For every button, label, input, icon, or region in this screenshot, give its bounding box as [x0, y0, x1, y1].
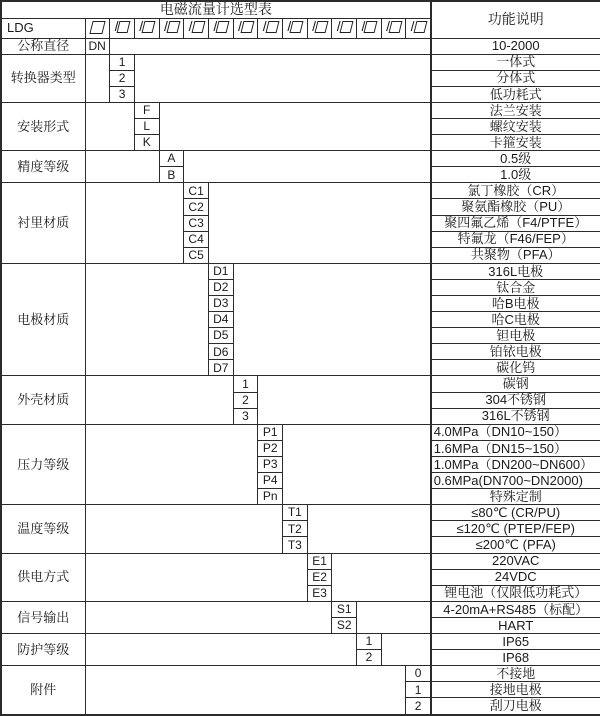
option-code: DN: [85, 38, 110, 54]
option-code: L: [134, 118, 159, 134]
option-code: S1: [332, 601, 357, 617]
group-label: 精度等级: [1, 151, 85, 183]
option-code: D5: [208, 328, 233, 344]
option-desc: 4.0MPa（DN10~150）: [431, 424, 600, 440]
option-desc: 接地电极: [431, 682, 600, 698]
option-code: C5: [184, 247, 209, 263]
option-code: B: [159, 167, 184, 183]
option-desc: 法兰安装: [431, 102, 600, 118]
option-code: D7: [208, 360, 233, 376]
option-desc: 哈C电极: [431, 312, 600, 328]
option-desc: 氯丁橡胶（CR）: [431, 183, 600, 199]
group-label: 转换器类型: [1, 54, 85, 102]
option-code: C3: [184, 215, 209, 231]
option-code: 3: [110, 86, 135, 102]
option-desc: 不接地: [431, 666, 600, 682]
prefix-box-icon: [85, 18, 110, 38]
slash-box-icon: /: [283, 18, 308, 38]
spacer: [184, 151, 431, 183]
option-code: 1: [357, 633, 382, 649]
option-desc: 共聚物（PFA）: [431, 247, 600, 263]
spacer: [258, 376, 431, 424]
slash-box-icon: /: [332, 18, 357, 38]
option-code: 0: [406, 666, 431, 682]
option-code: E2: [307, 569, 332, 585]
spacer: [85, 263, 208, 376]
spacer: [85, 633, 357, 665]
option-code: 2: [406, 698, 431, 715]
spacer: [208, 183, 430, 263]
option-code: 1: [110, 54, 135, 70]
function-column-header: 功能说明: [431, 1, 600, 38]
option-desc: 哈B电极: [431, 296, 600, 312]
spacer: [85, 151, 159, 183]
option-code: S2: [332, 617, 357, 633]
option-code: P3: [258, 456, 283, 472]
spacer: [233, 263, 431, 376]
option-desc: IP65: [431, 633, 600, 649]
slash-box-icon: /: [258, 18, 283, 38]
option-code: E3: [307, 585, 332, 601]
slash-box-icon: /: [208, 18, 233, 38]
option-code: 3: [233, 408, 258, 424]
option-desc: 聚氨酯橡胶（PU）: [431, 199, 600, 215]
option-desc: 特殊定制: [431, 489, 600, 505]
spacer: [134, 54, 430, 102]
slash-box-icon: /: [307, 18, 332, 38]
option-desc: 1.6MPa（DN15~150）: [431, 440, 600, 456]
table-title: 电磁流量计选型表: [1, 1, 431, 18]
group-label: 温度等级: [1, 505, 85, 553]
option-desc: ≤120℃ (PTEP/FEP): [431, 521, 600, 537]
option-desc: 锂电池（仅限低功耗式）: [431, 585, 600, 601]
group-label: 衬里材质: [1, 183, 85, 263]
option-code: F: [134, 102, 159, 118]
group-label: 电极材质: [1, 263, 85, 376]
group-label: 压力等级: [1, 424, 85, 504]
option-desc: ≤200℃ (PFA): [431, 537, 600, 553]
option-code: 2: [357, 650, 382, 666]
option-code: C1: [184, 183, 209, 199]
spacer: [85, 54, 110, 102]
model-prefix: LDG: [1, 18, 85, 38]
option-desc: 低功耗式: [431, 86, 600, 102]
group-label: 附件: [1, 666, 85, 715]
spacer: [381, 633, 430, 665]
group-label: 公称直径: [1, 38, 85, 54]
option-desc: 10-2000: [431, 38, 600, 54]
option-code: D3: [208, 296, 233, 312]
slash-box-icon: /: [233, 18, 258, 38]
option-desc: 螺纹安装: [431, 118, 600, 134]
option-desc: 24VDC: [431, 569, 600, 585]
slash-box-icon: /: [184, 18, 209, 38]
group-label: 外壳材质: [1, 376, 85, 424]
option-code: P4: [258, 473, 283, 489]
spacer: [85, 376, 233, 424]
option-code: D1: [208, 263, 233, 279]
option-code: D2: [208, 279, 233, 295]
option-desc: 220VAC: [431, 553, 600, 569]
option-desc: ≤80℃ (CR/PU): [431, 505, 600, 521]
spacer: [332, 553, 431, 601]
spacer: [283, 424, 431, 504]
group-label: 安装形式: [1, 102, 85, 150]
option-code: A: [159, 151, 184, 167]
option-desc: 分体式: [431, 70, 600, 86]
spacer: [85, 102, 134, 150]
group-label: 防护等级: [1, 633, 85, 665]
option-code: 1: [406, 682, 431, 698]
option-desc: 铂铱电极: [431, 344, 600, 360]
option-desc: 特氟龙（F46/FEP）: [431, 231, 600, 247]
slash-box-icon: /: [159, 18, 184, 38]
option-desc: HART: [431, 617, 600, 633]
spacer: [307, 505, 431, 553]
option-code: D6: [208, 344, 233, 360]
option-desc: 1.0级: [431, 167, 600, 183]
slash-box-icon: /: [381, 18, 406, 38]
slash-box-icon: /: [110, 18, 135, 38]
spacer: [85, 183, 184, 263]
option-desc: 316L不锈钢: [431, 408, 600, 424]
spacer: [357, 601, 431, 633]
option-desc: 316L电极: [431, 263, 600, 279]
option-desc: 聚四氟乙烯（F4/PTFE）: [431, 215, 600, 231]
option-code: 1: [233, 376, 258, 392]
option-desc: 304不锈钢: [431, 392, 600, 408]
option-code: C4: [184, 231, 209, 247]
group-label: 信号输出: [1, 601, 85, 633]
option-code: 2: [233, 392, 258, 408]
option-desc: 0.5级: [431, 151, 600, 167]
option-code: T3: [283, 537, 308, 553]
spacer: [110, 38, 431, 54]
group-label: 供电方式: [1, 553, 85, 601]
option-desc: 钽电极: [431, 328, 600, 344]
spacer: [85, 666, 406, 715]
option-code: 2: [110, 70, 135, 86]
option-code: C2: [184, 199, 209, 215]
spacer: [85, 553, 307, 601]
option-desc: 0.6MPa(DN700~DN2000): [431, 473, 600, 489]
option-desc: 碳钢: [431, 376, 600, 392]
option-desc: 钛合金: [431, 279, 600, 295]
spacer: [85, 601, 332, 633]
option-code: E1: [307, 553, 332, 569]
option-desc: IP68: [431, 650, 600, 666]
option-code: P1: [258, 424, 283, 440]
slash-box-icon: /: [406, 18, 431, 38]
spacer: [85, 505, 283, 553]
option-code: K: [134, 135, 159, 151]
option-desc: 1.0MPa（DN200~DN600）: [431, 456, 600, 472]
slash-box-icon: /: [357, 18, 382, 38]
spacer: [159, 102, 431, 150]
option-code: T2: [283, 521, 308, 537]
option-code: T1: [283, 505, 308, 521]
option-desc: 4-20mA+RS485（标配）: [431, 601, 600, 617]
option-desc: 一体式: [431, 54, 600, 70]
option-desc: 卡箍安装: [431, 135, 600, 151]
slash-box-icon: /: [134, 18, 159, 38]
option-code: P2: [258, 440, 283, 456]
option-desc: 刮刀电极: [431, 698, 600, 715]
option-desc: 碳化钨: [431, 360, 600, 376]
option-code: D4: [208, 312, 233, 328]
option-code: Pn: [258, 489, 283, 505]
spacer: [85, 424, 258, 504]
